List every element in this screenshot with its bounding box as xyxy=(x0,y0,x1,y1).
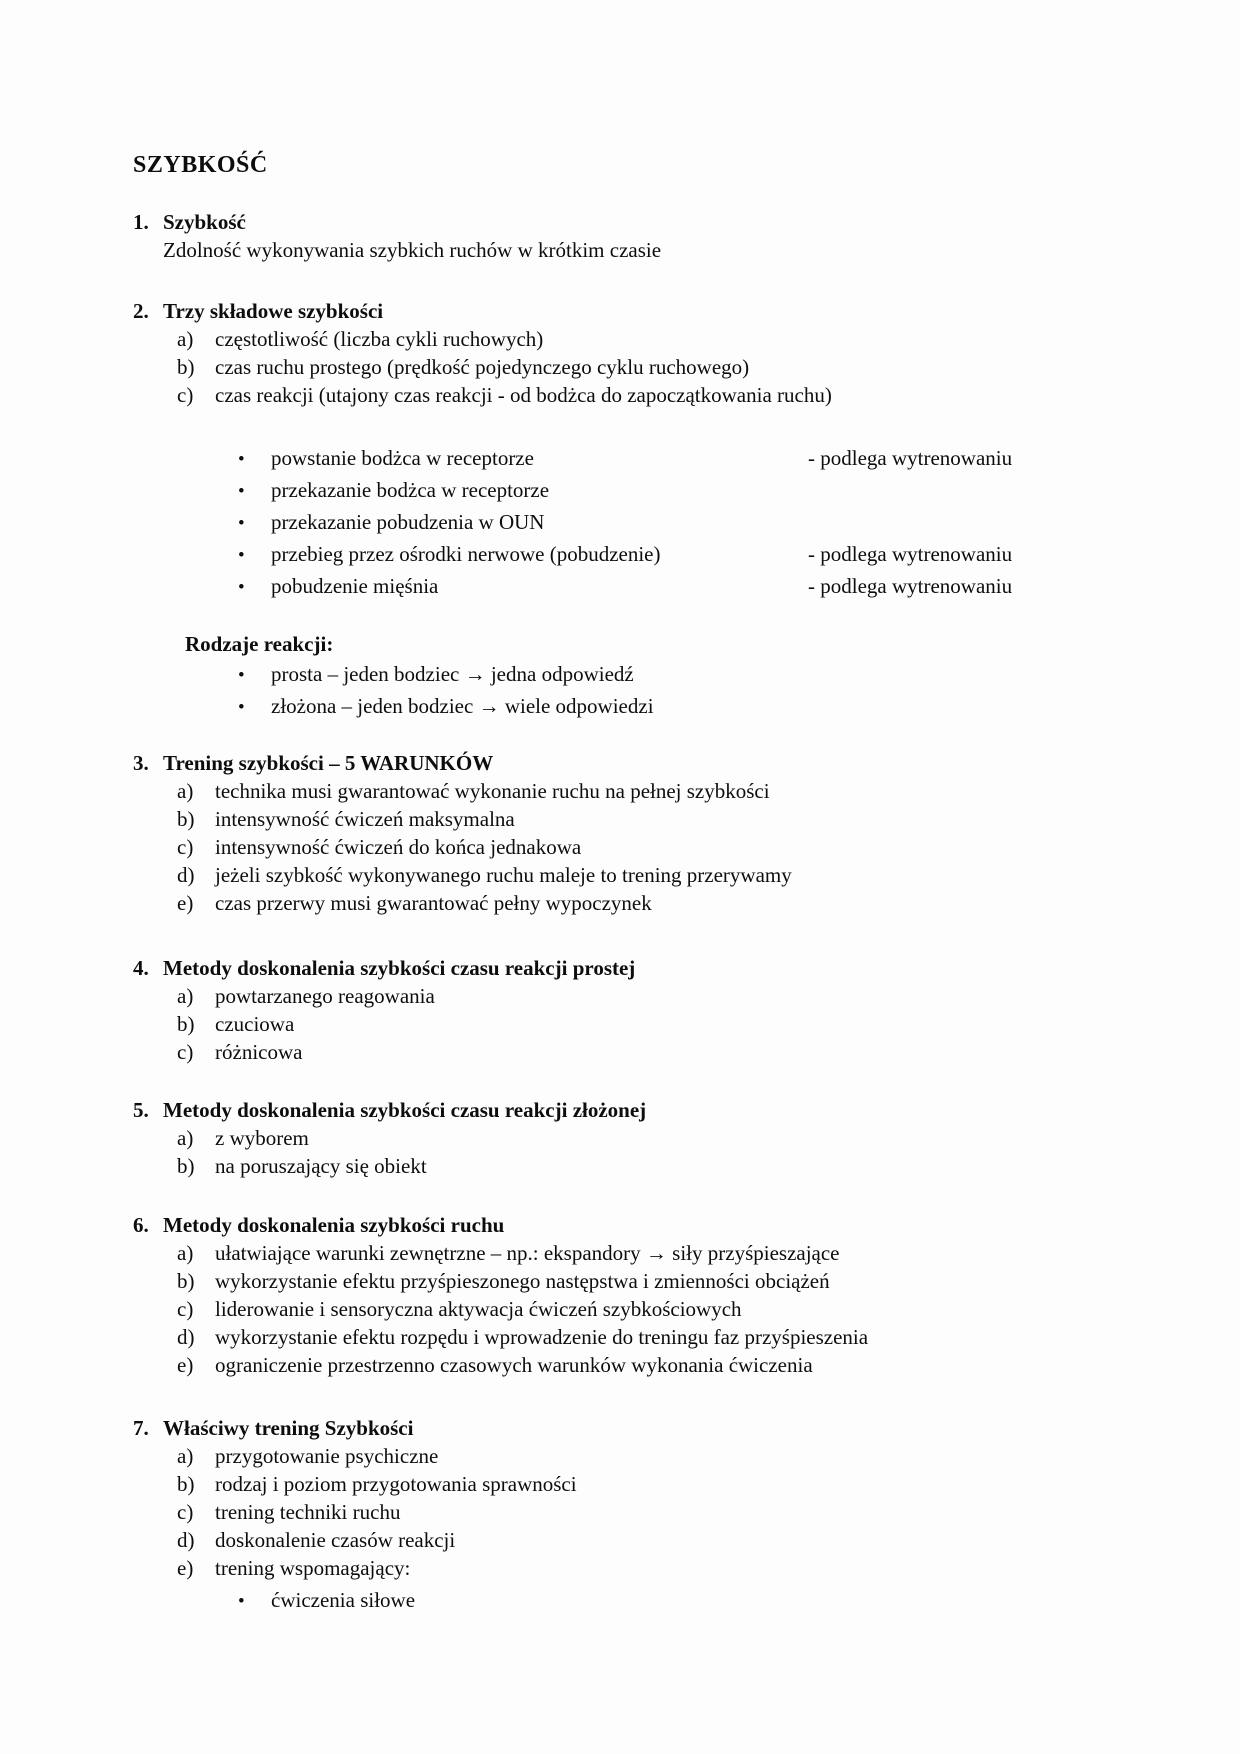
list-item-text: ograniczenie przestrzenno czasowych warunków wykonania ćwiczenia xyxy=(215,1353,813,1377)
list-item xyxy=(133,861,1150,889)
list-item xyxy=(133,1038,1150,1066)
sub-heading: Rodzaje reakcji: xyxy=(185,632,334,656)
list-item-label: a) xyxy=(177,779,194,803)
list-item-text: ułatwiające warunki zewnętrzne – np.: ekspandory → siły przyśpieszające xyxy=(215,1241,840,1265)
list-item xyxy=(133,1351,1150,1379)
section-3 xyxy=(133,749,1150,917)
section-heading-row xyxy=(133,749,1150,777)
list-item xyxy=(133,1152,1150,1180)
list-item-label: a) xyxy=(177,1444,194,1468)
section-heading-row xyxy=(133,1211,1150,1239)
list-item-label: a) xyxy=(177,1126,194,1150)
bullet-icon xyxy=(238,691,271,723)
section-4 xyxy=(133,954,1150,1066)
bullet-text: przekazanie pobudzenia w OUN xyxy=(271,510,545,534)
list-item-text: technika musi gwarantować wykonanie ruchu na pełnej szybkości xyxy=(215,779,770,803)
list-item-label: c) xyxy=(177,1040,194,1064)
bullet-item xyxy=(133,659,1150,691)
list-item-text: częstotliwość (liczba cykli ruchowych) xyxy=(215,327,544,351)
bullet-item xyxy=(133,571,1150,603)
list-item-text: powtarzanego reagowania xyxy=(215,984,435,1008)
list-item-text: czas przerwy musi gwarantować pełny wypoczynek xyxy=(215,891,652,915)
list-item-label: b) xyxy=(177,355,195,379)
section-1 xyxy=(133,208,1150,264)
section-heading: Trzy składowe szybkości xyxy=(163,299,384,323)
bullet-text: przekazanie bodżca w receptorze xyxy=(271,478,550,502)
bullet-icon xyxy=(238,475,271,507)
list-item-text: różnicowa xyxy=(215,1040,303,1064)
section-2 xyxy=(133,297,1150,723)
document-content xyxy=(133,151,1150,1617)
list-item-text: czuciowa xyxy=(215,1012,295,1036)
list-item-label: a) xyxy=(177,1241,194,1265)
list-item xyxy=(133,982,1150,1010)
bullet-icon xyxy=(238,507,271,539)
list-item xyxy=(133,1498,1150,1526)
list-item-label: d) xyxy=(177,863,195,887)
section-number: 1. xyxy=(133,210,149,234)
section-heading-row xyxy=(133,297,1150,325)
bullet-item xyxy=(133,539,1150,571)
section-number: 6. xyxy=(133,1213,149,1237)
reaction-type-bullets xyxy=(133,659,1150,723)
section-body-text: Zdolność wykonywania szybkich ruchów w krótkim czasie xyxy=(163,238,662,262)
bullet-item xyxy=(133,691,1150,723)
section-heading: Metody doskonalenia szybkości czasu reakcji złożonej xyxy=(163,1098,647,1122)
list-item-text: liderowanie i sensoryczna aktywacja ćwiczeń szybkościowych xyxy=(215,1297,742,1321)
section-heading: Trening szybkości – 5 WARUNKÓW xyxy=(163,751,494,775)
list-item xyxy=(133,1442,1150,1470)
list-item-text: trening wspomagający: xyxy=(215,1556,411,1580)
section-heading-row xyxy=(133,208,1150,236)
list-item-text: trening techniki ruchu xyxy=(215,1500,401,1524)
list-item-label: a) xyxy=(177,984,194,1008)
bullet-icon xyxy=(238,443,271,475)
list-item-text: doskonalenie czasów reakcji xyxy=(215,1528,456,1552)
list-item-label: c) xyxy=(177,1500,194,1524)
list-item-label: e) xyxy=(177,1556,194,1580)
list-item xyxy=(133,805,1150,833)
list-item-text: czas ruchu prostego (prędkość pojedynczego cyklu ruchowego) xyxy=(215,355,750,379)
list-item-label: b) xyxy=(177,1269,195,1293)
list-item-text: wykorzystanie efektu rozpędu i wprowadzenie do treningu faz przyśpieszenia xyxy=(215,1325,869,1349)
section-heading: Szybkość xyxy=(163,210,246,234)
bullet-item xyxy=(133,507,1150,539)
bullet-text: przebieg przez ośrodki nerwowe (pobudzenie) xyxy=(271,542,661,566)
list-item-label: b) xyxy=(177,807,195,831)
list-item-label: d) xyxy=(177,1528,195,1552)
list-item xyxy=(133,1124,1150,1152)
list-item-label: d) xyxy=(177,1325,195,1349)
list-item-text: intensywność ćwiczeń maksymalna xyxy=(215,807,515,831)
list-item-text: wykorzystanie efektu przyśpieszonego następstwa i zmienności obciążeń xyxy=(215,1269,830,1293)
list-item xyxy=(133,1470,1150,1498)
list-item xyxy=(133,1239,1150,1267)
list-item-label: e) xyxy=(177,891,194,915)
bullet-icon xyxy=(238,571,271,603)
section-heading: Metody doskonalenia szybkości ruchu xyxy=(163,1213,505,1237)
list-item-label: c) xyxy=(177,383,194,407)
section-5 xyxy=(133,1096,1150,1180)
list-item xyxy=(133,1323,1150,1351)
bullet-text: powstanie bodżca w receptorze xyxy=(271,446,534,470)
section-number: 7. xyxy=(133,1416,149,1440)
list-item-text: na poruszający się obiekt xyxy=(215,1154,427,1178)
section-heading-row xyxy=(133,1096,1150,1124)
list-item xyxy=(133,353,1150,381)
training-note: - podlega wytrenowaniu xyxy=(808,574,1013,598)
list-item xyxy=(133,1295,1150,1323)
training-note: - podlega wytrenowaniu xyxy=(808,542,1013,566)
section-7 xyxy=(133,1414,1150,1617)
section-heading-row xyxy=(133,1414,1150,1442)
list-item-text: z wyborem xyxy=(215,1126,309,1150)
list-item-text: czas reakcji (utajony czas reakcji - od bodżca do zapoczątkowania ruchu) xyxy=(215,383,832,407)
list-item-label: c) xyxy=(177,835,194,859)
list-item xyxy=(133,325,1150,353)
section-number: 3. xyxy=(133,751,149,775)
bullet-text: prosta – jeden bodziec → jedna odpowiedź xyxy=(271,662,634,686)
list-item xyxy=(133,1010,1150,1038)
list-item xyxy=(133,889,1150,917)
section-number: 2. xyxy=(133,299,149,323)
section-number: 4. xyxy=(133,956,149,980)
list-item-label: a) xyxy=(177,327,194,351)
list-item xyxy=(133,833,1150,861)
bullet-item xyxy=(133,1585,1150,1617)
list-item-text: rodzaj i poziom przygotowania sprawności xyxy=(215,1472,577,1496)
list-item-label: b) xyxy=(177,1154,195,1178)
section-heading: Metody doskonalenia szybkości czasu reakcji prostej xyxy=(163,956,636,980)
list-item xyxy=(133,1554,1150,1582)
list-item-text: intensywność ćwiczeń do końca jednakowa xyxy=(215,835,582,859)
list-item xyxy=(133,1526,1150,1554)
list-item-label: e) xyxy=(177,1353,194,1377)
training-note: - podlega wytrenowaniu xyxy=(808,446,1013,470)
bullet-text: ćwiczenia siłowe xyxy=(271,1588,416,1612)
list-item-label: b) xyxy=(177,1012,195,1036)
list-item xyxy=(133,1267,1150,1295)
bullet-icon xyxy=(238,539,271,571)
list-item-label: c) xyxy=(177,1297,194,1321)
list-item-text: jeżeli szybkość wykonywanego ruchu maleje to trening przerywamy xyxy=(215,863,792,887)
bullet-item xyxy=(133,443,1150,475)
section-6 xyxy=(133,1211,1150,1379)
section-heading: Właściwy trening Szybkości xyxy=(163,1416,414,1440)
list-item-label: b) xyxy=(177,1472,195,1496)
list-item xyxy=(133,777,1150,805)
bullet-text: złożona – jeden bodziec → wiele odpowiedzi xyxy=(271,694,654,718)
list-item-text: przygotowanie psychiczne xyxy=(215,1444,439,1468)
bullet-text: pobudzenie mięśnia xyxy=(271,574,439,598)
list-item xyxy=(133,381,1150,409)
bullet-item xyxy=(133,475,1150,507)
reaction-phase-bullets xyxy=(133,443,1150,603)
section-number: 5. xyxy=(133,1098,149,1122)
page-title: SZYBKOŚĆ xyxy=(133,152,268,178)
section-heading-row xyxy=(133,954,1150,982)
bullet-icon xyxy=(238,1585,271,1617)
bullet-icon xyxy=(238,659,271,691)
